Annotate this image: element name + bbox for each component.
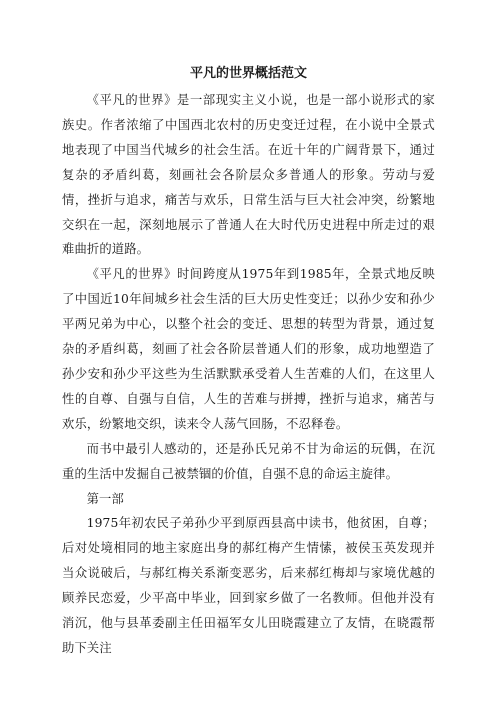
paragraph-intro: 《平凡的世界》是一部现实主义小说，也是一部小说形式的家族史。作者浓缩了中国西北农村的历史变迁过程，在小说中全景式地表现了中国当代城乡的社会生活。在近十年的广阔背景下，通过复杂的矛盾纠葛，刻画社会各阶层众多普通人的形象。劳动与爱情，挫折与追求，痛苦与欢乐，日常生活与巨大社会冲突，纷繁地交织在一起，深刻地展示了普通人在大时代历史进程中所走过的艰难曲折的道路。: [62, 93, 435, 257]
paragraph-theme: 而书中最引人感动的，还是孙氏兄弟不甘为命运的玩偶，在沉重的生活中发掘自己被禁锢的价值，自强不息的命运主旋律。: [62, 441, 435, 481]
paragraph-timespan: 《平凡的世界》时间跨度从1975年到1985年，全景式地反映了中国近10年间城乡社会生活的巨大历史性变迁；以孙少安和孙少平两兄弟为中心，以整个社会的变迁、思想的转型为背景，通过复杂的矛盾纠葛，刻画了社会各阶层普通人们的形象，成功地塑造了孙少安和孙少平这些为生活默默承受着人生苦难的人们，在这里人性的自尊、自强与自信，人生的苦难与拼搏，挫折与追求，痛苦与欢乐，纷繁地交织，读来令人荡气回肠，不忍释卷。: [62, 267, 435, 431]
document-title: 平凡的世界概括范文: [189, 66, 307, 81]
document-page: [62, 60, 435, 661]
section-heading-part-one: 第一部: [86, 491, 124, 506]
paragraph-part-one: 1975年初农民子弟孙少平到原西县高中读书，他贫困，自尊；后对处境相同的地主家庭出身的郝红梅产生情愫，被侯玉英发现并当众说破后，与郝红梅关系渐变恶劣，后来郝红梅却与家境优越的顾养民恋爱，少平高中毕业，回到家乡做了一名教师。但他并没有消沉，他与县革委副主任田福军女儿田晓霞建立了友情，在晓霞帮助下关注: [62, 516, 435, 655]
